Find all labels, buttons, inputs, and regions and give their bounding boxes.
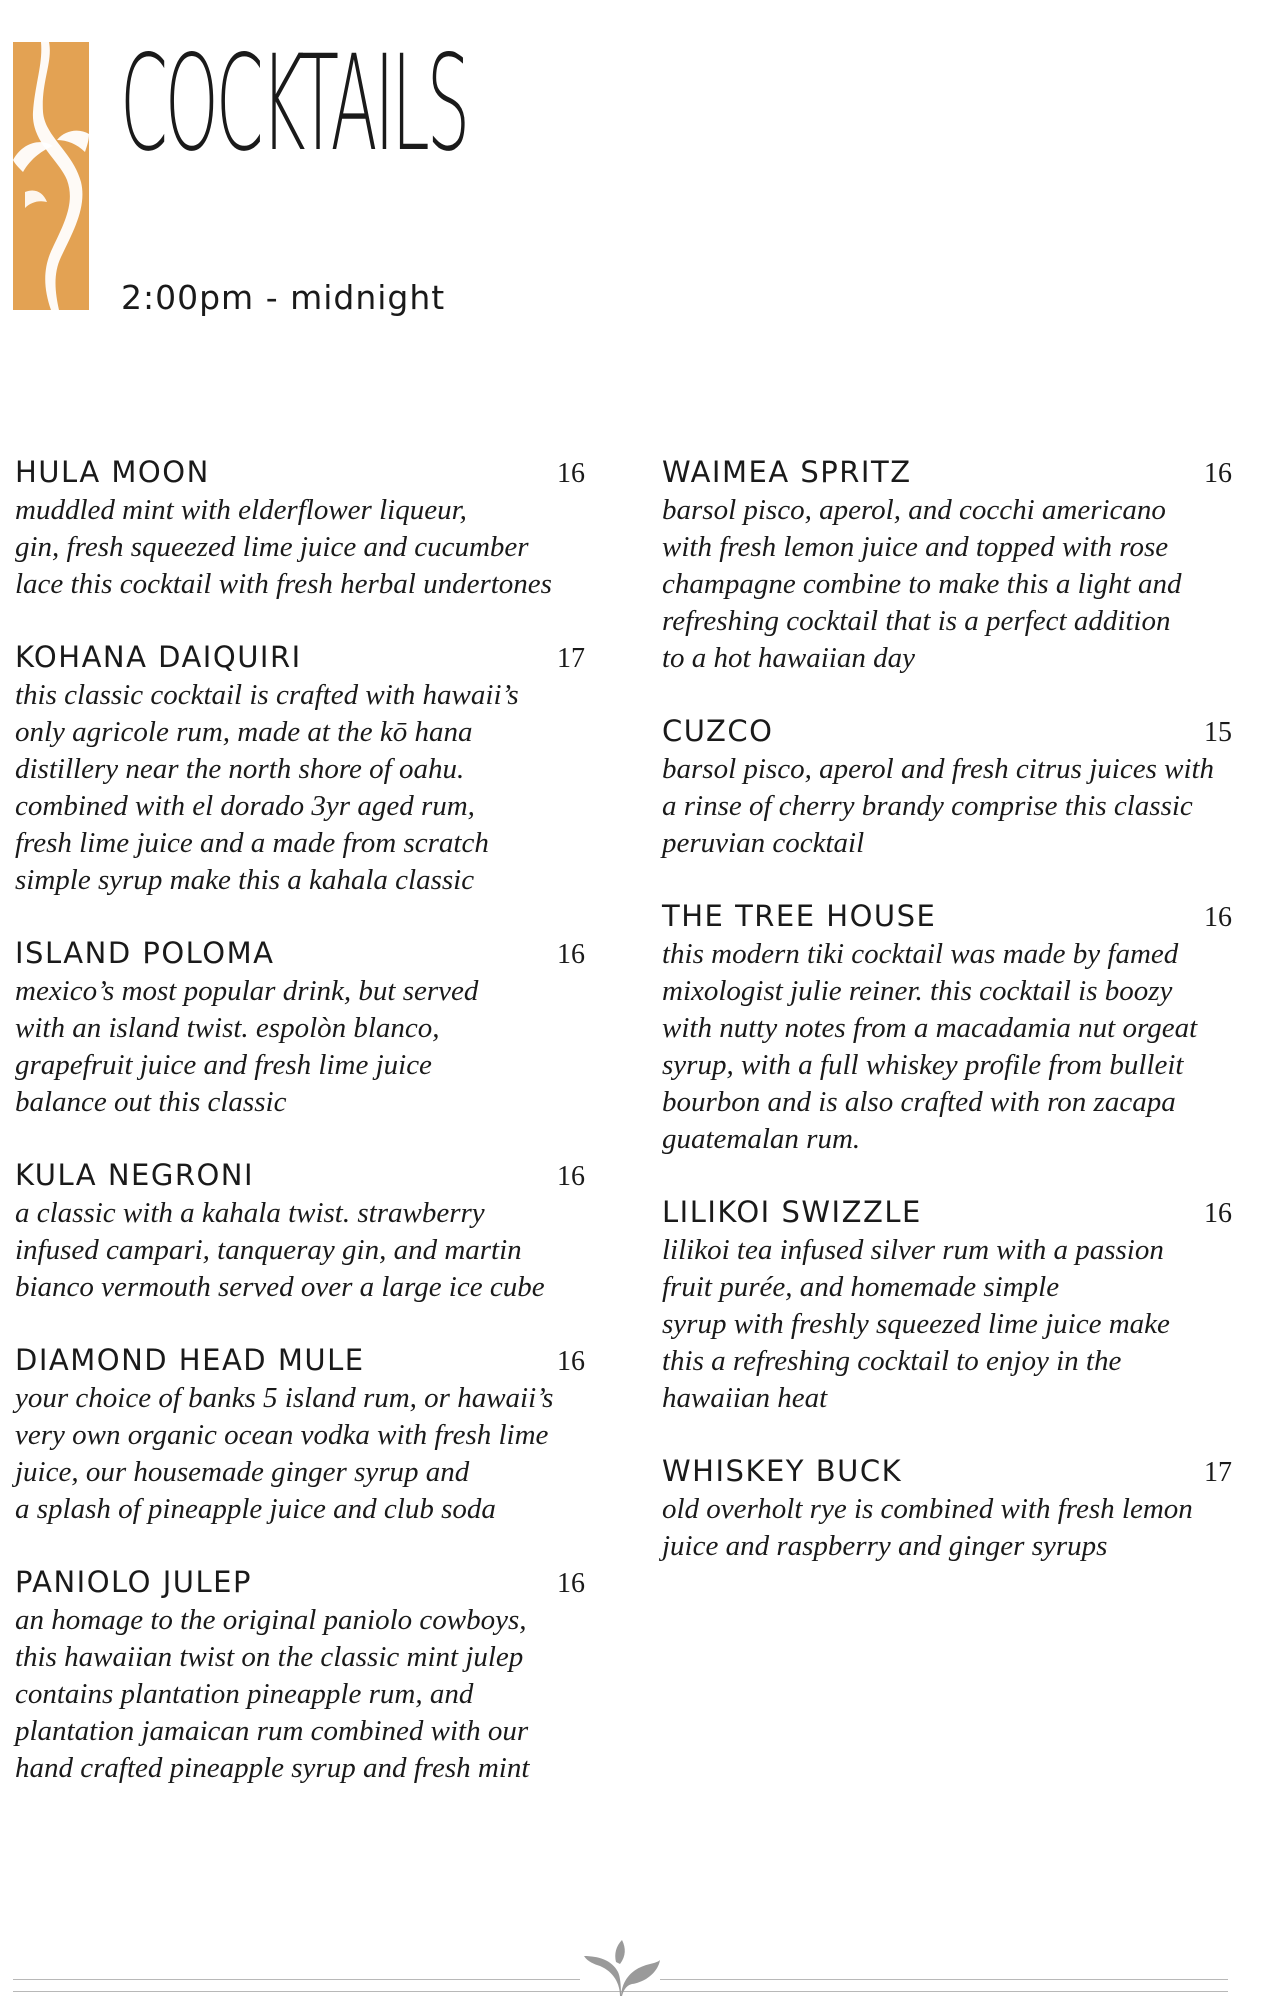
- item-description: lilikoi tea infused silver rum with a passion fruit purée, and homemade simple syrup with freshly squeezed lime juice make this a refreshing cocktail to enjoy in the hawaiian heat: [662, 1234, 1170, 1414]
- menu-item: [15, 637, 585, 899]
- item-name: WAIMEA SPRITZ: [662, 455, 912, 489]
- menu-item: [15, 1340, 585, 1528]
- menu-item: [662, 1451, 1232, 1565]
- item-description: this classic cocktail is crafted with hawaii’s only agricole rum, made at the kō hana distillery near the north shore of oahu. combined with el dorado 3yr aged rum, fresh lime juice and a made from scratch simple syrup make this a kahala classic: [15, 679, 519, 896]
- item-description: your choice of banks 5 island rum, or hawaii’s very own organic ocean vodka with fresh lime juice, our housemade ginger syrup and a splash of pineapple juice and club soda: [15, 1382, 554, 1525]
- page-title: COCKTAILS: [120, 27, 468, 181]
- item-price: 16: [1204, 902, 1232, 933]
- item-name: DIAMOND HEAD MULE: [15, 1343, 365, 1377]
- item-description: muddled mint with elderflower liqueur, gin, fresh squeezed lime juice and cucumber lace this cocktail with fresh herbal undertones: [15, 494, 552, 600]
- item-name: KULA NEGRONI: [15, 1158, 255, 1192]
- menu-item: [662, 1192, 1232, 1417]
- item-description: barsol pisco, aperol and fresh citrus juices with a rinse of cherry brandy comprise this classic peruvian cocktail: [662, 753, 1215, 859]
- menu-column-left: [15, 452, 585, 1787]
- item-name: PANIOLO JULEP: [15, 1565, 252, 1599]
- menu-column-right: [662, 452, 1232, 1565]
- item-price: 16: [557, 458, 585, 489]
- item-description: this modern tiki cocktail was made by famed mixologist julie reiner. this cocktail is boozy with nutty notes from a macadamia nut orgeat syrup, with a full whiskey profile from bulleit bourbon and is also crafted with ron zacapa guatemalan rum.: [662, 938, 1198, 1155]
- item-price: 16: [557, 1346, 585, 1377]
- item-name: LILIKOI SWIZZLE: [662, 1195, 922, 1229]
- item-price: 15: [1204, 717, 1232, 748]
- item-price: 17: [1204, 1457, 1232, 1488]
- menu-item: [662, 711, 1232, 862]
- item-description: old overholt rye is combined with fresh lemon juice and raspberry and ginger syrups: [662, 1493, 1193, 1562]
- item-price: 16: [557, 1161, 585, 1192]
- menu-item: [662, 452, 1232, 677]
- leaf-icon: [580, 1940, 660, 1998]
- menu-item: [15, 1155, 585, 1306]
- item-name: CUZCO: [662, 714, 774, 748]
- item-description: mexico’s most popular drink, but served with an island twist. espolòn blanco, grapefruit juice and fresh lime juice balance out this classic: [15, 975, 479, 1118]
- item-description: an homage to the original paniolo cowboys, this hawaiian twist on the classic mint julep contains plantation pineapple rum, and plantation jamaican rum combined with our hand crafted pineapple syrup and fresh mint: [15, 1604, 530, 1784]
- menu-item: [15, 452, 585, 603]
- orchid-logo-icon: [13, 42, 89, 310]
- item-price: 16: [557, 939, 585, 970]
- item-name: HULA MOON: [15, 455, 210, 489]
- item-price: 17: [557, 643, 585, 674]
- item-name: KOHANA DAIQUIRI: [15, 640, 302, 674]
- item-price: 16: [1204, 1198, 1232, 1229]
- item-description: barsol pisco, aperol, and cocchi americano with fresh lemon juice and topped with rose champagne combine to make this a light and refreshing cocktail that is a perfect addition to a hot hawaiian day: [662, 494, 1182, 674]
- item-price: 16: [557, 1568, 585, 1599]
- item-description: a classic with a kahala twist. strawberry infused campari, tanqueray gin, and martin bianco vermouth served over a large ice cube: [15, 1197, 545, 1303]
- item-price: 16: [1204, 458, 1232, 489]
- menu-item: [15, 1562, 585, 1787]
- service-hours: 2:00pm - midnight: [121, 278, 446, 317]
- menu-item: [662, 896, 1232, 1158]
- item-name: ISLAND POLOMA: [15, 936, 275, 970]
- menu-item: [15, 933, 585, 1121]
- item-name: THE TREE HOUSE: [662, 899, 937, 933]
- item-name: WHISKEY BUCK: [662, 1454, 903, 1488]
